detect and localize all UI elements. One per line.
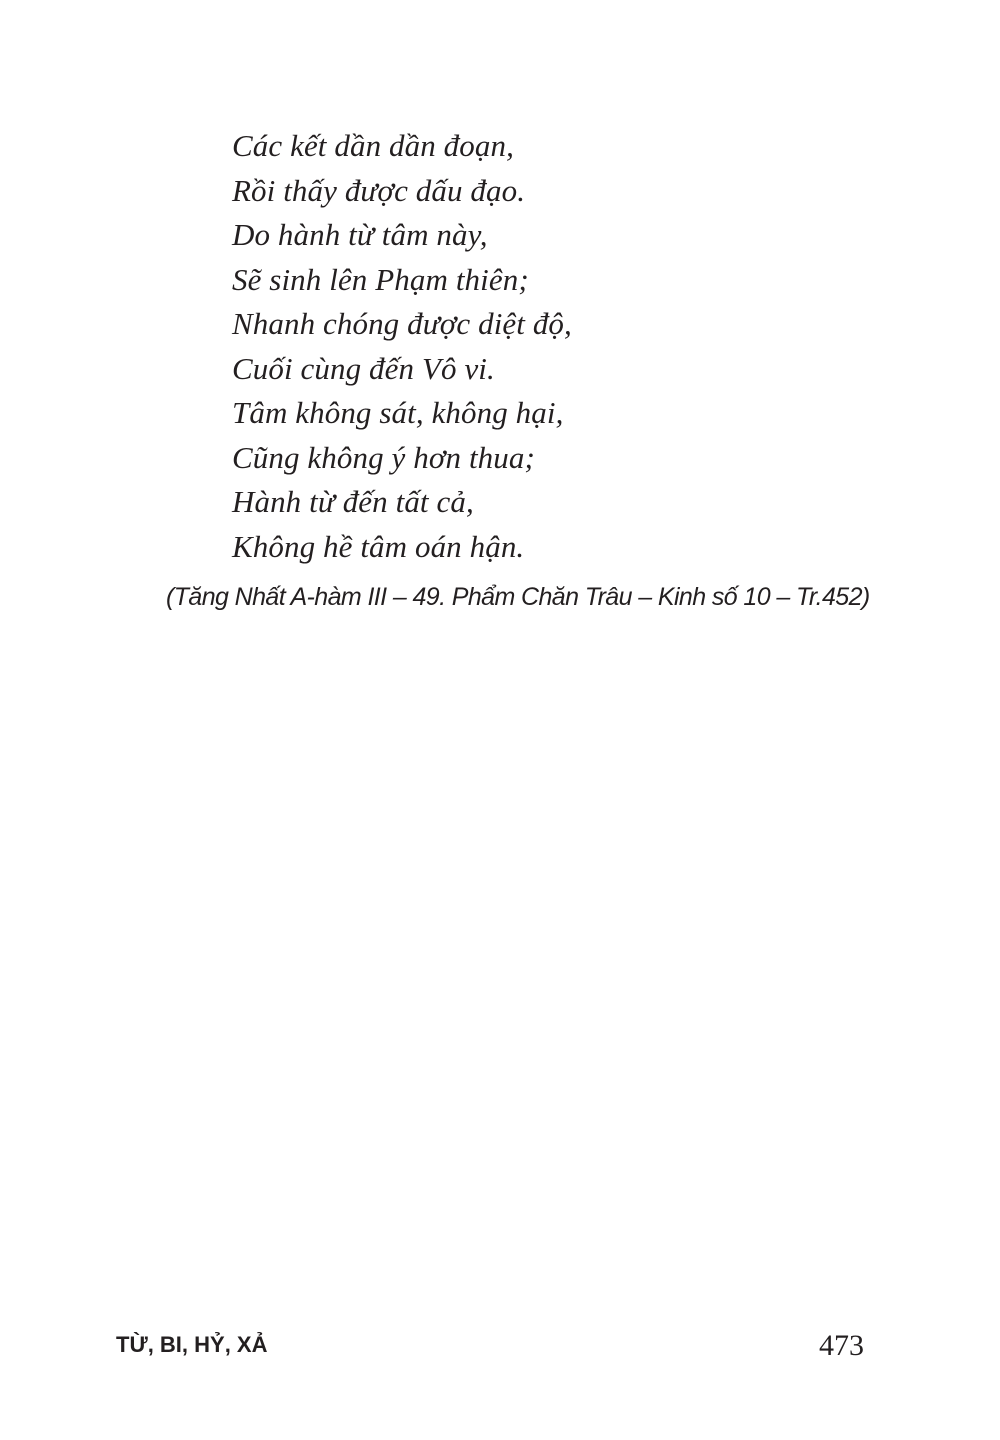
page-number: 473 xyxy=(819,1329,864,1362)
poem-line: Nhanh chóng được diệt độ, xyxy=(232,306,572,341)
poem-line: Cuối cùng đến Vô vi. xyxy=(232,350,495,386)
poem-line: Rồi thấy được dấu đạo. xyxy=(232,172,526,208)
source-citation: (Tăng Nhất A-hàm III – 49. Phẩm Chăn Trâu – Kinh số 10 – Tr.452) xyxy=(166,583,870,611)
poem-line: Sẽ sinh lên Phạm thiên; xyxy=(232,261,529,297)
poem-line: Cũng không ý hơn thua; xyxy=(232,439,535,475)
running-footer-title: TỪ, BI, HỶ, XẢ xyxy=(116,1332,268,1357)
poem-line: Các kết dần dần đoạn, xyxy=(232,128,514,163)
poem-line: Do hành từ tâm này, xyxy=(232,217,488,252)
poem-line: Không hề tâm oán hận. xyxy=(232,528,525,564)
poem-stanza xyxy=(232,124,572,569)
poem-line: Tâm không sát, không hại, xyxy=(232,395,564,430)
poem-line: Hành từ đến tất cả, xyxy=(232,484,474,519)
